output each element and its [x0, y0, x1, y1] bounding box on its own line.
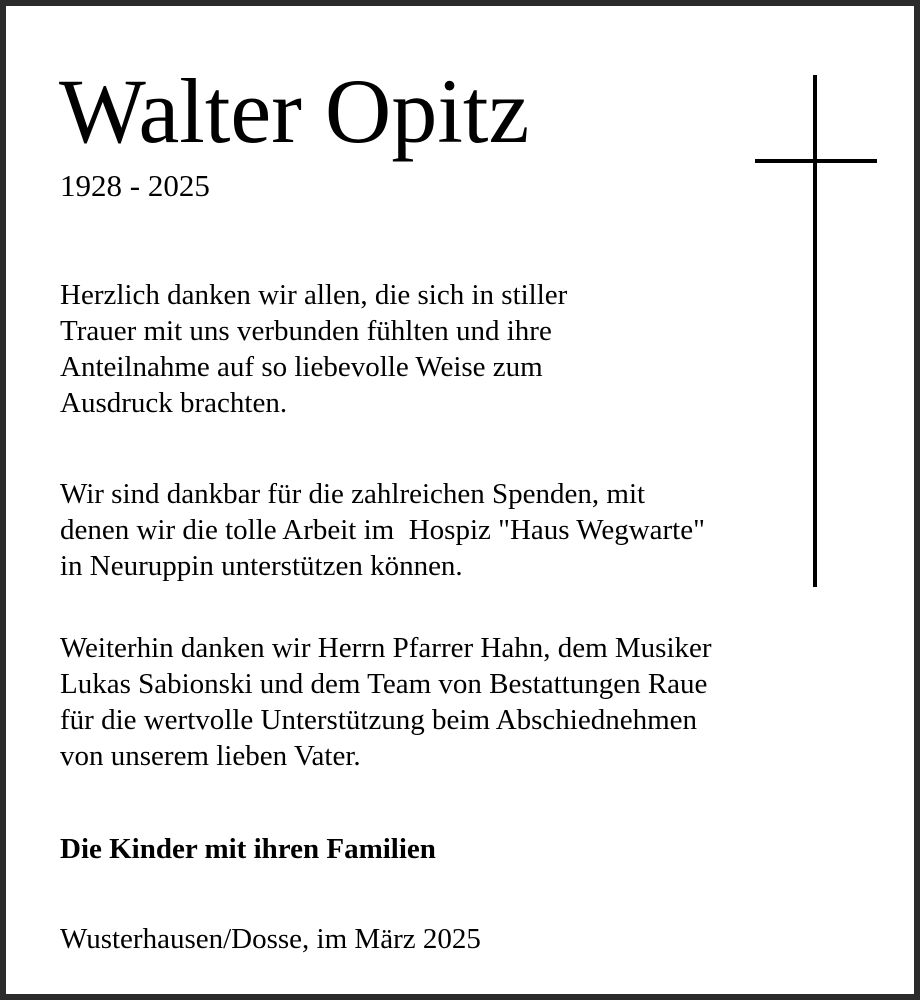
paragraph-line: Herzlich danken wir allen, die sich in stiller	[60, 279, 568, 311]
paragraph-line: Wir sind dankbar für die zahlreichen Spenden, mit	[60, 478, 646, 510]
deceased-name: Walter Opitz	[59, 60, 530, 162]
place-and-date: Wusterhausen/Dosse, im März 2025	[60, 923, 481, 955]
signature: Die Kinder mit ihren Familien	[60, 833, 436, 865]
further-thanks-paragraph	[60, 630, 712, 774]
cross-icon	[755, 75, 877, 587]
paragraph-line: Anteilnahme auf so liebevolle Weise zum	[60, 351, 543, 383]
paragraph-line: für die wertvolle Unterstützung beim Abschiednehmen	[60, 704, 698, 736]
paragraph-line: Lukas Sabionski und dem Team von Bestattungen Raue	[60, 668, 708, 700]
paragraph-line: Trauer mit uns verbunden fühlten und ihre	[60, 315, 552, 347]
paragraph-line: Ausdruck brachten.	[60, 387, 288, 419]
cross-vertical-bar	[813, 75, 817, 587]
thanks-paragraph	[60, 277, 567, 421]
donations-paragraph	[60, 476, 705, 584]
cross-horizontal-bar	[755, 159, 877, 163]
paragraph-line: denen wir die tolle Arbeit im Hospiz "Haus Wegwarte"	[60, 514, 705, 546]
life-dates: 1928 - 2025	[60, 168, 210, 203]
paragraph-line: Weiterhin danken wir Herrn Pfarrer Hahn, dem Musiker	[60, 632, 712, 664]
paragraph-line: von unserem lieben Vater.	[60, 740, 361, 772]
paragraph-line: in Neuruppin unterstützen können.	[60, 550, 463, 582]
